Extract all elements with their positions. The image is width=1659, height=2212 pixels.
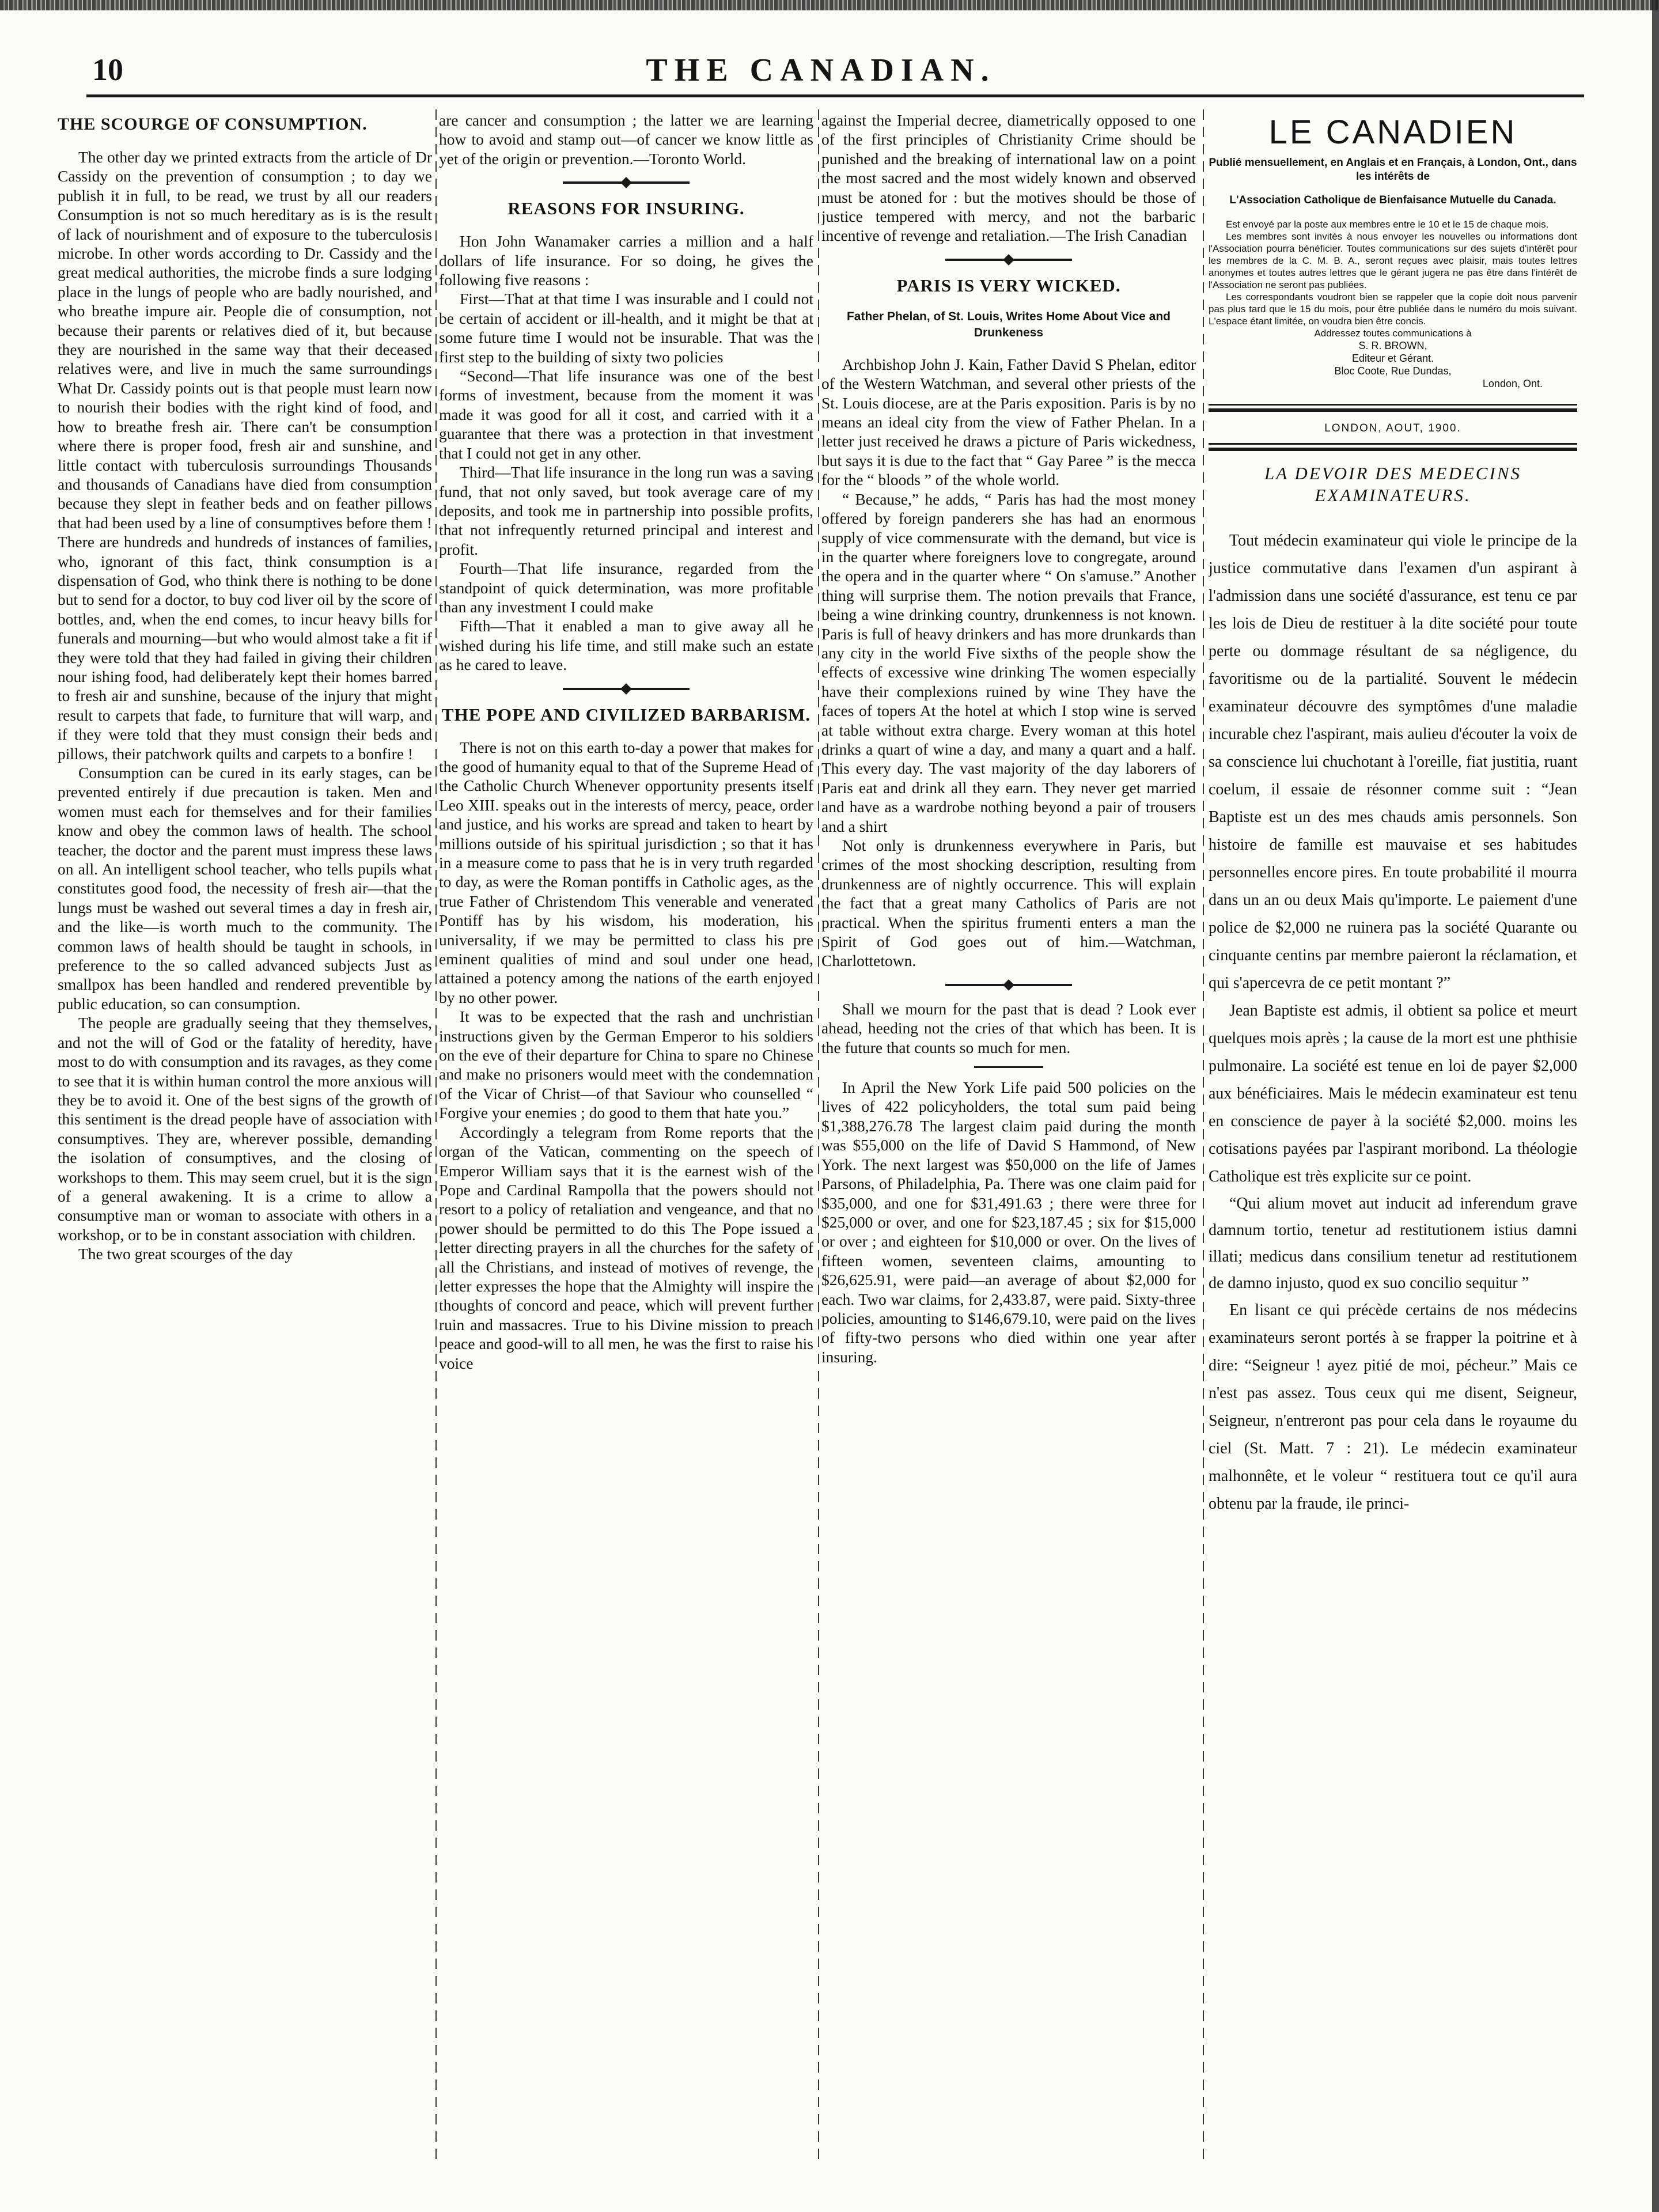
section-separator: [821, 976, 1196, 994]
article-paragraph: Fifth—That it enabled a man to give away all he wished during his life time, and still make such an estate as he cared to leave.: [439, 617, 813, 674]
column-divider: [1203, 109, 1204, 2160]
article-subheadline: Father Phelan, of St. Louis, Writes Home About Vice and Drunkeness: [846, 309, 1171, 339]
article-headline: REASONS FOR INSURING.: [507, 198, 745, 219]
double-rule: [1209, 403, 1577, 414]
article-headline: LA DEVOIR DES MEDECINS EXAMINATEURS.: [1264, 463, 1521, 505]
latin-quote: “Qui alium movet aut inducit ad inferendum grave damnum tortio, tenetur ad restitutionem istius damni illati; medicus dans consilium tenetur ad restitutionem de damno injusto, quod ex suo concilio sequitur ”: [1209, 1195, 1577, 1292]
scan-edge-top: [0, 0, 1659, 10]
article-headline: THE SCOURGE OF CONSUMPTION.: [58, 115, 368, 134]
signature-city: London, Ont.: [1482, 378, 1543, 389]
article-paragraph: Accordingly a telegram from Rome reports that the organ of the Vatican, commenting on the speech of Emperor William says that it is the earnest wish of the Pope and Cardinal Rampolla that the powers should not resort to a policy of retaliation and vengeance, and that no power should be permitted to do this The Pope issued a letter directing prayers in all the churches for the safety of all the Christians, and instead of motives of revenge, the letter expresses the hope that the Almighty will inspire the thoughts of concord and peace, which will prevent further ruin and massacres. True to his Divine mission to preach peace and good-will to all men, he was the first to raise his voice: [439, 1123, 813, 1372]
article-paragraph: “Second—That life insurance was one of the best forms of investment, because from the moment it was made it was good for all it cost, and carried with it a guarantee that there was a protection in that investment that I could not get in any other.: [439, 367, 813, 462]
page-number: 10: [92, 52, 123, 87]
article-paragraph: Not only is drunkenness everywhere in Paris, but crimes of the most shocking description, resulting from drunkenness are of nightly occurrence. This will explain the fact that a great many Catholics of Paris are not practical. When the spiritus frumenti enters a man the Spirit of God goes out of him.—Watchman, Charlottetown.: [821, 836, 1196, 970]
article-paragraph: Fourth—That life insurance, regarded from the standpoint of quick determination, was more profitable than any investment I could make: [439, 559, 813, 616]
article-paragraph: The people are gradually seeing that they themselves, and not the will of God or the fatality of heredity, have most to do with consumption and its ravages, as they come to see that it is within human control the more anxious will they be to avoid it. One of the best signs of the growth of this sentiment is the dread people have of association with consumptives. They are, wherever possible, demanding the isolation of consumptives, and the closing of workshops to them. This may seem cruel, but it is the sign of a general awakening. It is a crime to allow a consumptive man or woman to associate with others in a workshop, or to be in constant association with children.: [58, 1014, 432, 1244]
notice-paragraph: Les membres sont invités à nous envoyer les nouvelles ou informations dont l'Association pourra bénéficier. Toutes communications sur des sujets d'intérêt pour les membres de la C. M. B. A., seront reçues avec plaisir, mais toutes lettres anonymes et toutes autres lettres que le gérant jugera ne pas être dans l'intérêt de l'Association ne seront pas publiées.: [1209, 231, 1577, 290]
section-separator: [821, 1063, 1196, 1072]
section-separator: [439, 174, 813, 191]
double-rule: [1209, 442, 1577, 453]
masthead-subtitle: Publié mensuellement, en Anglais et en Français, à London, Ont., dans les intérêts de: [1209, 157, 1577, 183]
association-name: L'Association Catholique de Bienfaisance Mutuelle du Canada.: [1229, 194, 1556, 206]
section-separator: [439, 680, 813, 698]
article-paragraph: There is not on this earth to-day a power that makes for the good of humanity equal to that of the Supreme Head of the Catholic Church Whenever opportunity presents itself Leo XIII. speaks out in the interests of mercy, peace, order and justice, and his works are spread and taken to heart by millions outside of his spiritual jurisdiction ; so that it has in a measure come to pass that he is in very truth regarded to day, as were the Roman pontiffs in Catholic ages, as the true Father of Christendom This venerable and venerated Pontiff has by his wisdom, his moderation, his universality, if we may be permitted to class his pre eminent qualities of mind and soul under one head, attained a potency among the nations of the earth enjoyed by no other power.: [439, 738, 813, 1006]
article-paragraph: Third—That life insurance in the long run was a saving fund, that not only saved, but took average care of my deposits, and took me in partnership into possible profits, that not infrequently returned principal and interest and profit.: [439, 463, 813, 558]
article-paragraph: Tout médecin examinateur qui viole le principe de la justice commutative dans l'examen d'un aspirant à l'admission dans une société d'assurance, est tenu ce par les lois de Dieu de restituer à la dite société pour toute perte ou dommage résultant de sa négligence, du favoritisme ou de la partialité. Souvent le médecin examinateur découvre des symptômes d'une maladie incurable chez l'aspirant, mais aulieu d'écouter la voix de sa conscience lui chuchotant à l'oreille, fiat justitia, ruant coelum, il essaie de résonner comme suit : “Jean Baptiste est un des mes chauds amis personnels. Son histoire de famille est mauvaise et ses habitudes personnelles encore pires. En toute probabilité il mourra dans un an ou deux Mais qu'importe. Le paiement d'une police de $2,000 ne ruinera pas la société Quarante ou cinquante centins par membre paieront la réclamation, et qui s'apercevra de ce petit montant ?”: [1209, 532, 1577, 992]
signature-address: Bloc Coote, Rue Dundas,: [1334, 365, 1452, 377]
notice-paragraph: Est envoyé par la poste aux membres entre le 10 et le 15 de chaque mois.: [1226, 219, 1549, 230]
scan-edge-right: [1652, 0, 1659, 2212]
article-headline: THE POPE AND CIVILIZED BARBARISM.: [441, 704, 811, 725]
column-2: [439, 111, 813, 2184]
column-4: [1209, 111, 1577, 2184]
article-paragraph: Archbishop John J. Kain, Father David S Phelan, editor of the Western Watchman, and several other priests of the St. Louis diocese, are at the Paris exposition. Paris is by no means an ideal city from the view of Father Phelan. In a letter just received he draws a picture of Paris wickedness, but says it is due to the fact that “ Gay Paree ” is the mecca for the “ bloods ” of the whole world.: [821, 355, 1196, 489]
article-paragraph: are cancer and consumption ; the latter we are learning how to avoid and stamp out—of cancer we know little as yet of the origin or prevention.—Toronto World.: [439, 111, 813, 168]
signature-name: S. R. BROWN,: [1358, 340, 1427, 351]
article-paragraph: Shall we mourn for the past that is dead ? Look ever ahead, heeding not the cries of that which has been. It is the future that counts so much for men.: [821, 999, 1196, 1056]
article-paragraph: In April the New York Life paid 500 policies on the lives of 422 policyholders, the total sum paid being $1,388,276.78 The largest claim paid during the month was $55,000 on the life of David S Hammond, of New York. The next largest was $50,000 on the life of James Parsons, of Philadelphia, Pa. There was one claim paid for $35,000, and one for $31,491.63 ; there were three for $25,000 or over, and one for $23,187.45 ; six for $15,000 or over ; and eighteen for $10,000 or over. On the lives of fifteen women, seventeen claims, amounting to $26,625.91, were paid—an average of about $2,000 for each. Two war claims, for 2,433.87, were paid. Sixty-three policies, amounting to $146,679.10, were paid on the lives of fifty-two persons who died within one year after insuring.: [821, 1078, 1196, 1366]
section-separator: [821, 251, 1196, 268]
header-rule: [86, 94, 1584, 97]
article-paragraph: En lisant ce qui précède certains de nos médecins examinateurs seront portés à se frapper la poitrine et à dire: “Seigneur ! ayez pitié de moi, pécheur.” Mais ce n'est pas assez. Tous ceux qui me disent, Seigneur, Seigneur, n'entreront pas pour cela dans le royaume du ciel (St. Matt. 7 : 21). Le médecin examinateur malhonnête, et le voleur “ restituera tout ce qu'il aura obtenu par la fraude, ile princi-: [1209, 1301, 1577, 1513]
article-paragraph: The two great scourges of the day: [78, 1245, 293, 1263]
article-paragraph: First—That at that time I was insurable and I could not be certain of accident or ill-health, and it might be that at some future time I would not be insurable. That was the first step to the building of sixty two policies: [439, 290, 813, 366]
notice-paragraph: Addressez toutes communications à: [1314, 328, 1472, 339]
article-paragraph: Consumption can be cured in its early stages, can be prevented entirely if due precaution is taken. Men and women must each for themselves and for their families know and obey the common laws of health. The school teacher, the doctor and the parent must impress these laws on all. An intelligent school teacher, who tells pupils what constitutes good food, the necessity of fresh air—that the lungs must be washed out several times a day in fresh air, and the like—is worth much to the community. The common laws of health should be taught in schools, in preference to the so called advanced subjects Just as smallpox has been handled and rendered preventible by public education, so can consumption.: [58, 764, 432, 1013]
masthead-title: LE CANADIEN: [1268, 113, 1517, 151]
column-1: [58, 111, 432, 2184]
notice-paragraph: Les correspondants voudront bien se rappeler que la copie doit nous parvenir pas plus tard que le 15 du mois, pour être publiée dans le numéro du mois suivant. L'espace étant limitée, on voudra bien être concis.: [1209, 291, 1577, 327]
column-divider: [818, 109, 819, 2160]
publication-title: THE CANADIAN.: [646, 52, 996, 88]
article-paragraph: “ Because,” he adds, “ Paris has had the most money offered by foreign panderers she has had an enormous supply of vice commensurate with the demand, but vice is in the quarter where foreigners love to congregate, around the opera and in the quarter where “ On s'amuse.” Another thing will surprise them. The notion prevails that France, being a wine drinking country, drunkenness is not known. Paris is full of heavy drinkers and has more drunkards than any city in the world Five sixths of the people show the effects of excessive wine drinking The women especially have their complexions ruined by wine They have the faces of topers At the hotel at which I stop wine is served at table without extra charge. Every woman at this hotel drinks a quart of wine a day, and many a quart and a half. This every day. The vast majority of the day laborers of Paris eat and drink all they earn. They never get married and have as a wardrobe nothing beyond a pair of trousers and a shirt: [821, 490, 1196, 835]
page-header: [58, 52, 1584, 92]
article-paragraph: It was to be expected that the rash and unchristian instructions given by the German Emperor to his soldiers on the eve of their departure for China to spare no Chinese and make no prisoners would meet with the condemnation of the Vicar of Christ—of that Saviour who counselled “ Forgive your enemies ; do good to them that hate you.”: [439, 1007, 813, 1122]
article-paragraph: Hon John Wanamaker carries a million and a half dollars of life insurance. For so doing, he gives the following five reasons :: [439, 232, 813, 289]
article-paragraph: against the Imperial decree, diametrically opposed to one of the first principles of Christianity Crime should be punished and the breaking of international law on a point the most sacred and the most widely known and observed must be atoned for : but the motives should be those of justice tempered with mercy, and not the barbaric incentive of revenge and retaliation.—The Irish Canadian: [821, 111, 1196, 245]
signature-title: Editeur et Gérant.: [1351, 353, 1434, 364]
column-divider: [435, 109, 437, 2160]
dateline: LONDON, AOUT, 1900.: [1324, 422, 1461, 434]
column-3: [821, 111, 1196, 2184]
article-paragraph: Jean Baptiste est admis, il obtient sa police et meurt quelques mois après ; la cause de la mort est une phthisie pulmonaire. La société est tenue en loi de payer $2,000 aux bénéficiaires. Mais le médecin examinateur est tenu en conscience de payer à la société $2,000. moins les cotisations payées par l'aspirant moribond. La théologie Catholique est très explicite sur ce point.: [1209, 1002, 1577, 1185]
article-headline: PARIS IS VERY WICKED.: [896, 275, 1121, 296]
article-paragraph: The other day we printed extracts from the article of Dr Cassidy on the prevention of consumption ; to day we publish it in full, to be read, we trust by all our readers Consumption is not so much hereditary as is is the result of lack of nourishment and of exposure to the tuberculosis microbe. In other words according to Dr. Cassidy and the great medical authorities, the microbe finds a sure lodging place in the lungs of people who are badly nourished, and who breathe impure air. People die of consumption, not because their parents or relatives died of it, but because they are nourished in the same way that their deceased relatives were, and live in much the same surroundings What Dr. Cassidy points out is that people must learn now to nourish their bodies with the right kind of food, and how to breathe fresh air. There can't be consumption where there is proper food, fresh air and sunshine, and little contact with tuberculosis surroundings Thousands and thousands of Canadians have died from consumption because they slept in feather beds and on feather pillows that had been used by a line of consumptives before them ! There are hundreds and hundreds of instances of families, who, ignorant of this fact, think consumption is a dispensation of God, who think there is nothing to be done but to send for a doctor, to buy cod liver oil by the score of bottles, and, when the end comes, to incur heavy bills for funerals and mourning—but who would almost take a fit if they were told that they had failed in giving their children nour ishing food, had deliberately kept their homes barred to fresh air and sunshine, because of the injury that might result to carpets that fade, to furniture that will warp, and if they were told that they must consign their beds and pillows, their patchwork quilts and carpets to a bonfire !: [58, 148, 432, 763]
